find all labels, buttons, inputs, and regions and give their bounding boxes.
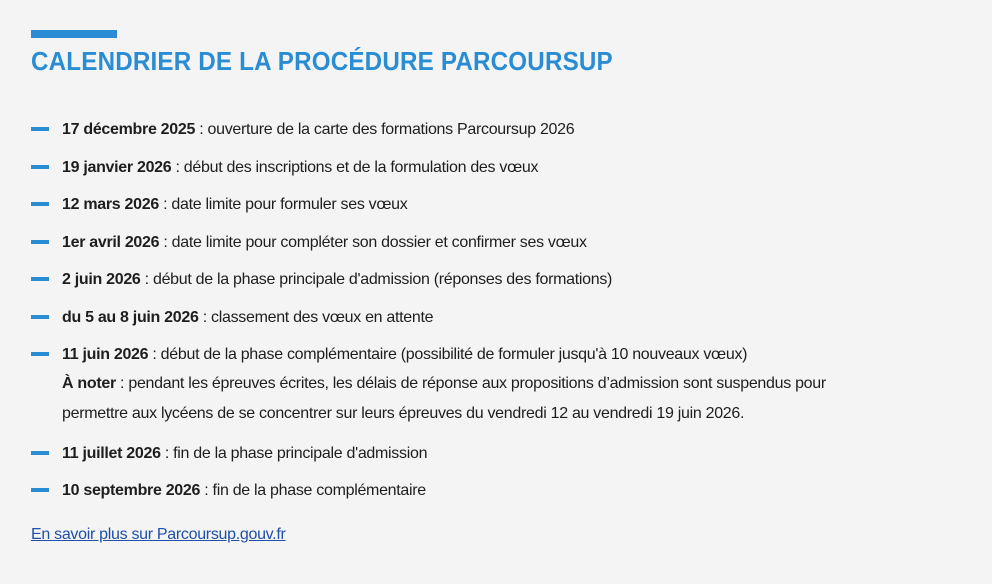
item-date: du 5 au 8 juin 2026: [62, 308, 199, 326]
item-date: 11 juillet 2026: [62, 444, 161, 462]
title-accent-bar: [31, 30, 117, 38]
list-item: [31, 156, 826, 180]
note-label: À noter: [62, 375, 116, 392]
item-date: 11 juin 2026: [62, 346, 149, 363]
parcoursup-link[interactable]: En savoir plus sur Parcoursup.gouv.fr: [31, 526, 286, 543]
list-item: [31, 343, 826, 428]
item-text: : classement des vœux en attente: [198, 308, 434, 326]
item-date: 12 mars 2026: [62, 196, 159, 213]
item-text: : date limite pour compléter son dossier et confirmer ses vœux: [159, 233, 587, 251]
dash-icon: [31, 315, 49, 319]
item-date: 17 décembre 2025: [62, 121, 196, 138]
item-text: : ouverture de la carte des formations Parcoursup 2026: [195, 121, 575, 138]
item-text: : début des inscriptions et de la formulation des vœux: [171, 158, 539, 176]
dash-icon: [31, 202, 49, 206]
list-item: [31, 268, 826, 292]
dash-icon: [31, 352, 49, 356]
list-item: [31, 193, 826, 217]
list-item: [31, 442, 826, 466]
dash-icon: [31, 240, 49, 244]
list-item: [31, 118, 826, 142]
item-date: 2 juin 2026: [62, 271, 141, 288]
item-date: 19 janvier 2026: [62, 158, 172, 176]
dash-icon: [31, 127, 49, 131]
item-text: : fin de la phase principale d'admission: [160, 444, 428, 462]
item-text: : début de la phase complémentaire (possibilité de formuler jusqu'à 10 nouveaux vœux): [148, 346, 748, 363]
item-text: : date limite pour formuler ses vœux: [158, 196, 408, 213]
calendar-list: [31, 118, 826, 517]
item-date: 1er avril 2026: [62, 233, 160, 251]
note: [62, 369, 826, 428]
item-text: : fin de la phase complémentaire: [200, 482, 426, 499]
note-text: permettre aux lycéens de se concentrer sur leurs épreuves du vendredi 12 au vendredi 19 juin 2026.: [62, 404, 745, 422]
list-item: [31, 306, 826, 330]
dash-icon: [31, 277, 49, 281]
dash-icon: [31, 451, 49, 455]
note-text: : pendant les épreuves écrites, les délais de réponse aux propositions d’admission sont suspendus pour: [115, 375, 826, 392]
dash-icon: [31, 165, 49, 169]
dash-icon: [31, 488, 49, 492]
item-text: : début de la phase principale d'admission (réponses des formations): [140, 271, 613, 288]
page-title: CALENDRIER DE LA PROCÉDURE PARCOURSUP: [31, 46, 613, 76]
list-item: [31, 231, 826, 255]
list-item: [31, 479, 826, 503]
item-date: 10 septembre 2026: [62, 482, 201, 499]
